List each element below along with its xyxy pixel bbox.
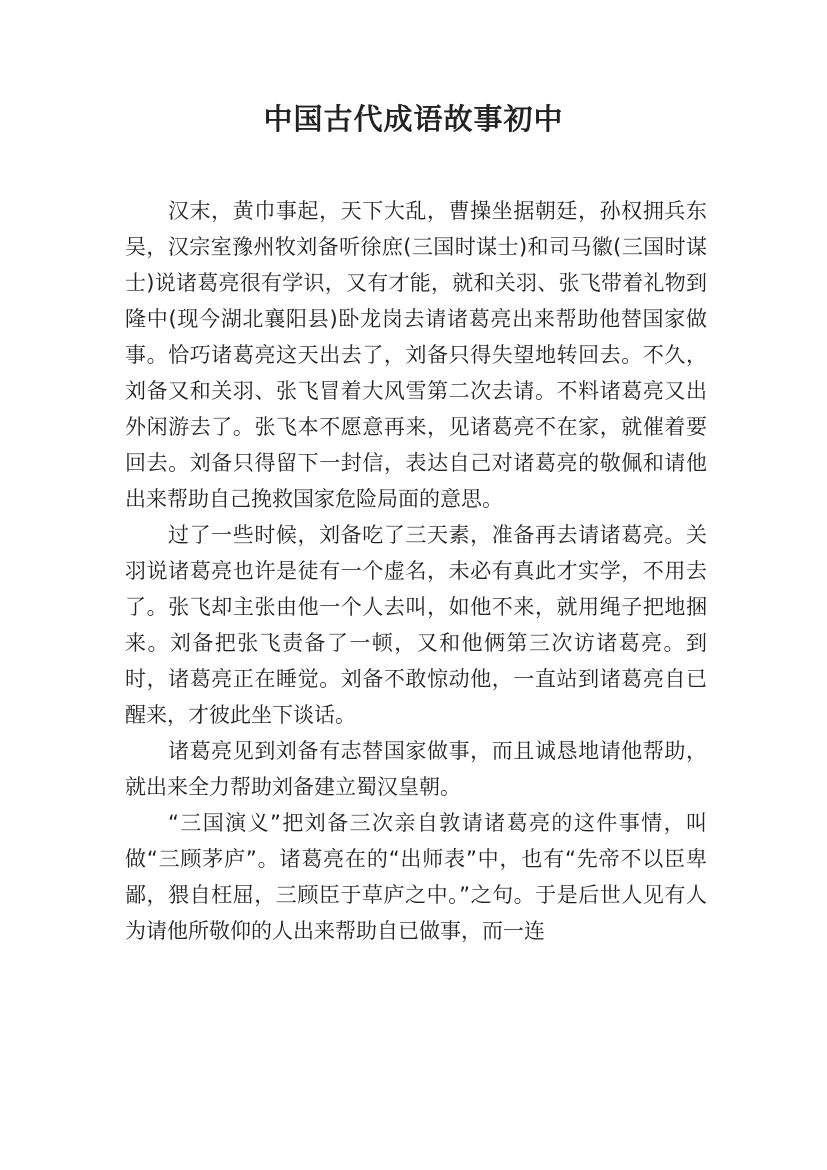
paragraph-4: “三国演义”把刘备三次亲自敦请诸葛亮的这件事情，叫做“三顾茅庐”。诸葛亮在的“出师表”中，也有“先帝不以臣卑鄙，猥自枉屈，三顾臣于草庐之中。”之句。于是后世人见有人为请他所敬仰的人出来帮助自已做事，而一连 [125, 811, 707, 943]
document-body [125, 193, 707, 949]
paragraph-2: 过了一些时候，刘备吃了三天素，准备再去请诸葛亮。关羽说诸葛亮也许是徒有一个虚名，未必有真此才实学，不用去了。张飞却主张由他一个人去叫，如他不来，就用绳子把地捆来。刘备把张飞责备了一顿，又和他俩第三次访诸葛亮。到时，诸葛亮正在睡觉。刘备不敢惊动他，一直站到诸葛亮自已醒来，才彼此坐下谈话。 [125, 523, 707, 727]
document-title: 中国古代成语故事初中 [263, 102, 564, 136]
paragraph-3: 诸葛亮见到刘备有志替国家做事，而且诚恳地请他帮助，就出来全力帮助刘备建立蜀汉皇朝。 [125, 739, 707, 799]
paragraph-1: 汉末，黄巾事起，天下大乱，曹操坐据朝廷，孙权拥兵东吴，汉宗室豫州牧刘备听徐庶(三国时谋士)和司马徽(三国时谋士)说诸葛亮很有学识，又有才能，就和关羽、张飞带着礼物到隆中(现今湖北襄阳县)卧龙岗去请诸葛亮出来帮助他替国家做事。恰巧诸葛亮这天出去了，刘备只得失望地转回去。不久，刘备又和关羽、张飞冒着大风雪第二次去请。不料诸葛亮又出外闲游去了。张飞本不愿意再来，见诸葛亮不在家，就催着要回去。刘备只得留下一封信，表达自己对诸葛亮的敬佩和请他出来帮助自己挽救国家危险局面的意思。 [125, 199, 707, 511]
